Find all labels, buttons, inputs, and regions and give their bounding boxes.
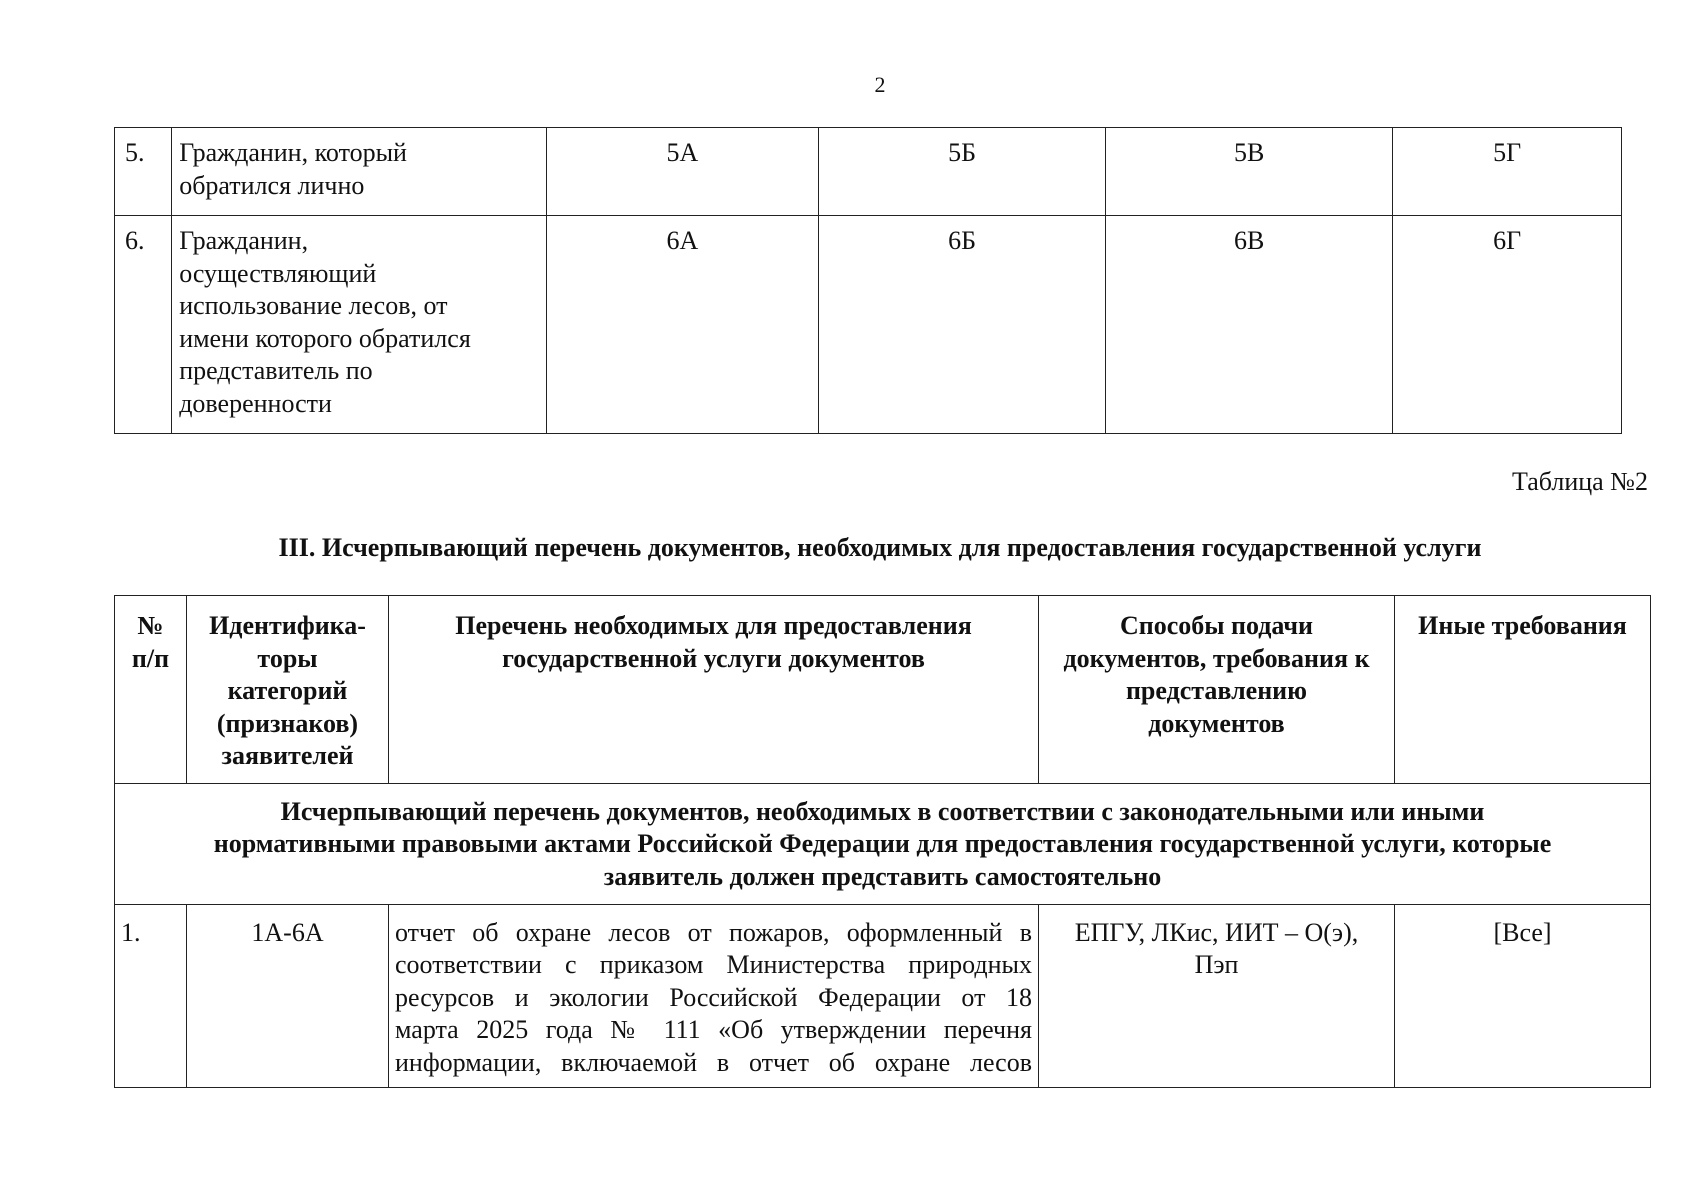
- table-row: [115, 904, 1651, 1088]
- table-row: [115, 128, 1622, 216]
- category-code: 6Г: [1393, 216, 1622, 434]
- applicant-category: Гражданин, осуществляющий использование лесов, от имени которого обратился представитель по доверенности: [172, 216, 546, 434]
- header-num: № п/п: [115, 596, 187, 784]
- category-code: 5Б: [819, 128, 1106, 216]
- table-row: [115, 216, 1622, 434]
- row-number: 6.: [115, 216, 172, 434]
- header-submission-ways: Способы подачи документов, требования к представлению документов: [1039, 596, 1395, 784]
- header-documents: Перечень необходимых для предоставления государственной услуги документов: [389, 596, 1039, 784]
- page-number: 2: [874, 72, 886, 97]
- section-title: III. Исчерпывающий перечень документов, необходимых для предоставления государственной услуги: [278, 533, 1482, 562]
- category-code: 6А: [546, 216, 818, 434]
- row-number: 1.: [115, 904, 187, 1088]
- applicant-codes-table: [114, 127, 1622, 434]
- applicant-identifiers: 1А-6А: [187, 904, 389, 1088]
- documents-table: [114, 595, 1651, 1088]
- table-caption: Таблица №2: [1511, 467, 1648, 496]
- applicant-category: Гражданин, который обратился лично: [172, 128, 546, 216]
- group-row: [115, 783, 1651, 904]
- category-code: 6В: [1106, 216, 1393, 434]
- category-code: 5В: [1106, 128, 1393, 216]
- header-other-requirements: Иные требования: [1395, 596, 1651, 784]
- other-requirements: [Все]: [1395, 904, 1651, 1088]
- document-description: отчет об охране лесов от пожаров, оформленный в соответствии с приказом Министерства природных ресурсов и экологии Российской Федерации от 18 марта 2025 года № 111 «Об утверждении перечня информации, включаемой в отчет об охране лесов: [389, 904, 1039, 1088]
- category-code: 5Г: [1393, 128, 1622, 216]
- category-code: 6Б: [819, 216, 1106, 434]
- category-code: 5А: [546, 128, 818, 216]
- header-identifiers: Идентифика- торы категорий (признаков) заявителей: [187, 596, 389, 784]
- row-number: 5.: [115, 128, 172, 216]
- submission-ways: ЕПГУ, ЛКис, ИИТ – О(э), Пэп: [1039, 904, 1395, 1088]
- table-header-row: [115, 596, 1651, 784]
- group-heading: Исчерпывающий перечень документов, необходимых в соответствии с законодательными или иными нормативными правовыми актами Российской Федерации для предоставления государственной услуги, которые заявитель должен представить самостоятельно: [115, 783, 1651, 904]
